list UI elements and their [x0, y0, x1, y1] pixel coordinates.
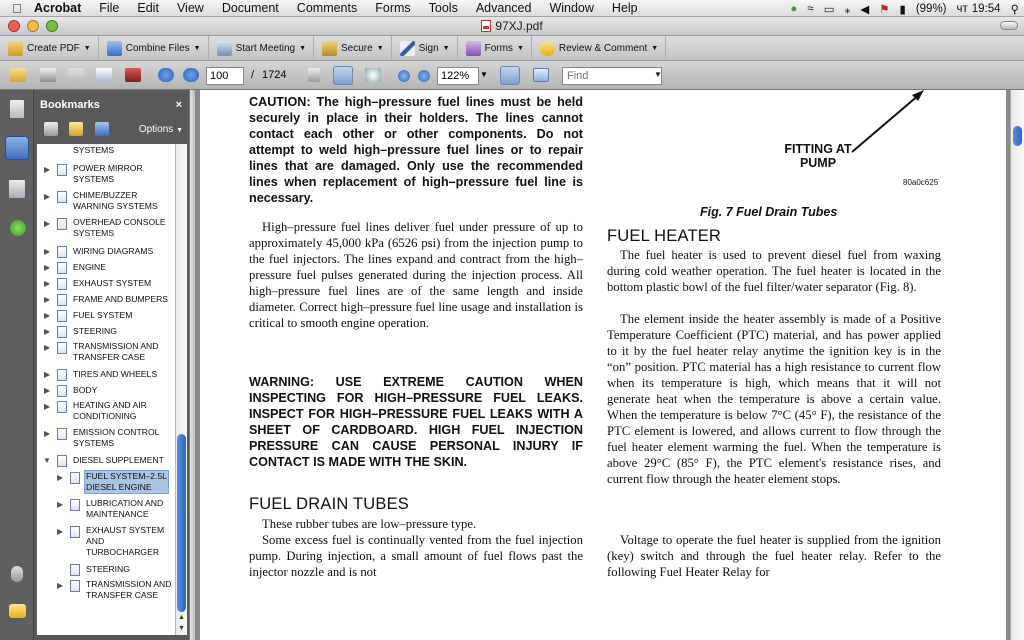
menu-window[interactable]: Window — [549, 0, 594, 15]
scroll-up-arrow-icon[interactable]: ▲ — [178, 614, 185, 621]
menu-view[interactable]: View — [176, 0, 204, 15]
section-heading: FUEL HEATER — [607, 227, 722, 245]
figure-caption: Fig. 7 Fuel Drain Tubes — [700, 205, 838, 219]
bookmark-page-icon — [57, 310, 67, 322]
section-heading: FUEL DRAIN TUBES — [249, 495, 409, 513]
hand-tool-button[interactable] — [333, 66, 353, 85]
window-title — [0, 19, 1024, 33]
bookmark-label: FUEL SYSTEM–2.5L DIESEL ENGINE — [86, 471, 167, 492]
menu-document[interactable]: Document — [221, 0, 279, 15]
body-paragraph: The element inside the heater assembly is made of a Positive Temperature Coefficient (PTC) material, and has power applied to it by the fuel heater relay anytime the ignition key is in the “on” position. PTC material has a high resistance to current flow when its temperature is high, which means that it will not generate heat when the temperature is above a certain value. When the temperature is below 7°C (45° F), the resistance of the PTC element is lowered, and allows current to flow through the fuel heater element warming the fuel. When the temperature is above 29°C (85° F), the PTC element's resistance rises, and current flow through the heater element stops. — [607, 312, 941, 486]
figure-callout-label: FITTING AT PUMP — [784, 142, 852, 170]
combine-files-button[interactable] — [99, 36, 209, 61]
fit-page-icon[interactable] — [533, 68, 549, 82]
expand-triangle-icon[interactable]: ▶ — [44, 279, 51, 288]
figure-leader-arrow — [840, 90, 930, 156]
forms-label: Forms — [484, 42, 513, 54]
page-total: 1724 — [262, 69, 287, 81]
options-label: Options — [138, 124, 174, 135]
body-paragraph: These rubber tubes are low–pressure type. — [262, 517, 477, 531]
bookmark-label: DIESEL SUPPLEMENT — [73, 455, 164, 465]
comments-panel-icon[interactable] — [9, 604, 26, 618]
bookmarks-scrollbar-thumb[interactable] — [177, 434, 186, 612]
chevron-down-icon: ▼ — [442, 44, 450, 52]
bookmark-label: WIRING DIAGRAMS — [73, 246, 154, 256]
page-separator: / — [251, 69, 255, 81]
bookmark-page-icon — [57, 262, 67, 274]
combine-files-icon — [107, 41, 122, 56]
start-meeting-label: Start Meeting — [235, 42, 296, 54]
bookmarks-list — [37, 144, 175, 635]
expand-triangle-icon[interactable]: ▶ — [44, 165, 51, 174]
signatures-panel-icon[interactable] — [9, 180, 25, 198]
zoom-out-icon[interactable] — [398, 70, 410, 82]
window-title-bar — [0, 17, 1024, 36]
chevron-down-icon: ▼ — [176, 127, 183, 134]
expand-triangle-icon[interactable]: ▶ — [44, 429, 51, 438]
zoom-dropdown-chevron-icon[interactable]: ▼ — [480, 70, 488, 79]
review-comment-label: Review & Comment — [558, 42, 648, 54]
sign-button[interactable] — [392, 36, 458, 61]
zoom-level-input[interactable] — [437, 67, 479, 85]
bookmarks-options-menu[interactable] — [139, 124, 183, 135]
expand-triangle-icon[interactable]: ▶ — [44, 263, 51, 272]
menu-file[interactable]: File — [99, 0, 120, 15]
bookmark-page-icon — [57, 342, 67, 354]
document-view — [196, 90, 1010, 640]
expand-triangle-icon[interactable]: ▶ — [44, 219, 51, 228]
combine-files-label: Combine Files — [125, 42, 190, 54]
bookmark-page-icon — [57, 455, 67, 467]
bookmark-label: SYSTEMS — [73, 145, 115, 155]
pages-panel-icon[interactable] — [10, 100, 24, 118]
navigation-toolbar — [0, 61, 1024, 90]
meeting-icon — [217, 41, 232, 56]
bookmark-page-icon — [70, 580, 80, 592]
bookmarks-scrollbar[interactable] — [175, 144, 187, 635]
chevron-down-icon: ▼ — [299, 44, 307, 52]
document-scrollbar[interactable] — [1010, 90, 1024, 640]
bookmark-label: FUEL SYSTEM — [73, 310, 133, 320]
bluetooth-icon[interactable]: ⁎ — [844, 3, 851, 16]
menu-comments[interactable]: Comments — [296, 0, 358, 15]
wifi-icon[interactable]: ≈ — [807, 2, 814, 15]
help-icon[interactable] — [10, 220, 26, 236]
evernote-icon[interactable]: ● — [790, 2, 798, 15]
body-paragraph: High–pressure fuel lines deliver fuel under pressure of up to approximately 45,000 kPa (6526 psi) from the injection pump to the fuel injectors. The lines expand and contract from the high–pressure fuel pulses generated during the injection process. All high–pressure fuel lines are of the same length and inside diameter. Correct high–pressure fuel line usage and installation is critical to smooth engine operation. — [249, 220, 583, 330]
review-comment-button[interactable] — [532, 36, 666, 61]
expand-bookmark-icon[interactable] — [95, 122, 109, 136]
find-dropdown-chevron-icon[interactable]: ▼ — [654, 70, 662, 79]
bookmark-label: STEERING — [73, 326, 117, 336]
bookmark-page-icon — [57, 294, 67, 306]
create-pdf-button[interactable] — [0, 36, 99, 61]
expand-triangle-icon[interactable]: ▶ — [44, 295, 51, 304]
bookmark-label: LUBRICATION AND MAINTENANCE — [86, 498, 164, 519]
bookmark-page-icon — [70, 499, 80, 511]
bookmark-page-icon — [57, 246, 67, 258]
bookmark-label: BODY — [73, 385, 98, 395]
navigation-rail — [0, 90, 34, 640]
menu-advanced[interactable]: Advanced — [475, 0, 532, 15]
body-paragraph: Voltage to operate the fuel heater is supplied from the ignition (key) switch and through the fuel heater relay. Refer to the following Fuel Heater Relay for — [607, 533, 941, 579]
create-pdf-label: Create PDF — [27, 42, 80, 54]
menu-bar — [0, 0, 1024, 17]
previous-page-icon[interactable] — [158, 68, 174, 82]
bookmark-label: EMISSION CONTROL SYSTEMS — [73, 427, 160, 448]
bookmark-label: EXHAUST SYSTEM — [73, 278, 152, 288]
pdf-page — [200, 90, 1006, 640]
display-icon[interactable]: ▭ — [823, 3, 835, 16]
bookmark-page-icon — [57, 428, 67, 440]
bookmark-label: CHIME/BUZZER WARNING SYSTEMS — [73, 190, 158, 211]
chevron-down-icon: ▼ — [83, 44, 91, 52]
expand-triangle-icon[interactable]: ▶ — [57, 473, 64, 482]
body-paragraph: The fuel heater is used to prevent diesel fuel from waxing during cold weather operation. The fuel heater is located in the bottom plastic bowl of the fuel filter/water separator (Fig. 8). — [607, 248, 941, 294]
menu-tools[interactable]: Tools — [428, 0, 458, 15]
bookmark-page-icon — [70, 526, 80, 538]
bookmark-label: POWER MIRROR SYSTEMS — [73, 163, 143, 184]
clock-time[interactable]: 19:54 — [971, 2, 1001, 15]
expand-triangle-icon[interactable]: ▶ — [44, 247, 51, 256]
page-number-input[interactable] — [206, 67, 244, 85]
bookmark-label: TIRES AND WHEELS — [73, 369, 158, 379]
bookmark-label: ENGINE — [73, 262, 106, 272]
volume-icon[interactable]: ◀ — [860, 3, 870, 16]
menu-edit[interactable]: Edit — [137, 0, 159, 15]
pen-icon — [400, 41, 415, 56]
scroll-down-arrow-icon[interactable]: ▼ — [178, 625, 185, 632]
figure-id: 80a0c625 — [903, 178, 939, 187]
email-icon[interactable] — [96, 68, 112, 82]
bookmarks-panel-button[interactable] — [5, 136, 29, 160]
collapse-triangle-icon[interactable]: ▼ — [43, 456, 51, 465]
save-icon[interactable] — [68, 68, 84, 82]
bookmark-label: OVERHEAD CONSOLE SYSTEMS — [73, 217, 166, 238]
attachments-icon[interactable] — [11, 566, 23, 582]
battery-percent: (99%) — [915, 2, 947, 15]
bookmark-page-icon — [57, 401, 67, 413]
new-bookmark-icon[interactable] — [69, 122, 83, 136]
comment-bubble-icon — [540, 41, 555, 56]
create-pdf-icon — [8, 41, 23, 56]
bookmark-label: TRANSMISSION AND TRANSFER CASE — [73, 341, 159, 362]
bookmark-label: HEATING AND AIR CONDITIONING — [73, 400, 147, 421]
clock-day: чт — [956, 2, 968, 15]
open-folder-icon[interactable] — [10, 68, 26, 82]
flag-icon[interactable]: ⚑ — [879, 3, 890, 16]
lock-icon — [322, 41, 337, 56]
expand-triangle-icon[interactable]: ▶ — [57, 500, 64, 509]
expand-triangle-icon[interactable]: ▶ — [57, 581, 64, 590]
spotlight-icon[interactable]: ⚲ — [1010, 3, 1019, 16]
next-page-icon[interactable] — [183, 68, 199, 82]
chevron-down-icon: ▼ — [376, 44, 384, 52]
sign-label: Sign — [418, 42, 439, 54]
bookmark-page-icon — [57, 369, 67, 381]
warning-paragraph: WARNING: USE EXTREME CAUTION WHEN INSPECTING FOR HIGH–PRESSURE FUEL LEAKS. INSPECT FOR HIGH–PRESSURE FUEL LEAKS WITH A SHEET OF CARDBOARD. HIGH FUEL INJECTION PRESSURE CAN CAUSE PERSONAL INJURY IF CONTACT IS MADE WITH THE SKIN. — [249, 375, 583, 469]
start-meeting-button[interactable] — [209, 36, 314, 61]
close-panel-button[interactable]: × — [175, 99, 182, 111]
apple-menu-icon[interactable] — [0, 1, 34, 16]
window-title-text: 97XJ.pdf — [495, 19, 543, 33]
forms-icon — [466, 41, 481, 56]
expand-triangle-icon[interactable]: ▶ — [44, 192, 51, 201]
chevron-down-icon: ▼ — [651, 44, 659, 52]
bookmark-page-icon — [57, 218, 67, 230]
bookmark-label: EXHAUST SYSTEM AND TURBOCHARGER — [86, 525, 165, 557]
zoom-in-icon[interactable] — [418, 70, 430, 82]
pdf-file-icon — [481, 20, 491, 32]
bookmark-page-icon — [57, 164, 67, 176]
bookmark-page-icon — [57, 278, 67, 290]
marquee-zoom-icon[interactable] — [365, 68, 381, 82]
expand-triangle-icon[interactable]: ▶ — [57, 527, 64, 536]
document-scrollbar-thumb[interactable] — [1013, 126, 1022, 146]
menu-help[interactable]: Help — [611, 0, 638, 15]
bookmark-label: STEERING — [86, 564, 130, 574]
bookmarks-title: Bookmarks — [40, 99, 100, 111]
expand-triangle-icon[interactable]: ▶ — [44, 311, 51, 320]
task-toolbar — [0, 36, 1024, 61]
bookmark-page-icon — [57, 326, 67, 338]
bookmark-page-icon — [70, 472, 80, 484]
menu-forms[interactable]: Forms — [375, 0, 411, 15]
bookmark-page-icon — [57, 191, 67, 203]
expand-triangle-icon[interactable]: ▶ — [44, 386, 51, 395]
chevron-down-icon: ▼ — [193, 44, 201, 52]
expand-triangle-icon[interactable]: ▶ — [44, 370, 51, 379]
toolbar-toggle-button[interactable] — [1000, 21, 1018, 30]
battery-icon[interactable]: ▮ — [899, 3, 906, 16]
bookmark-page-icon — [70, 564, 80, 576]
chevron-down-icon: ▼ — [516, 44, 524, 52]
print-icon[interactable] — [40, 68, 56, 82]
menu-acrobat[interactable]: Acrobat — [34, 0, 82, 15]
caution-paragraph: CAUTION: The high–pressure fuel lines must be held securely in place in their holders. The lines cannot contact each other or other components. Do not attempt to weld high–pressure fuel lines or to repair lines that are damaged. Only use the recommended lines when replacement of high–pressure fuel line is necessary. — [249, 95, 583, 205]
secure-label: Secure — [341, 42, 373, 54]
scrolling-mode-button[interactable] — [500, 66, 520, 85]
secure-button[interactable] — [314, 36, 392, 61]
bookmarks-panel — [34, 90, 189, 640]
expand-triangle-icon[interactable]: ▶ — [44, 327, 51, 336]
find-input[interactable] — [562, 67, 662, 85]
upload-icon[interactable] — [125, 68, 141, 82]
expand-triangle-icon[interactable]: ▶ — [44, 402, 51, 411]
forms-button[interactable] — [458, 36, 532, 61]
bookmarks-toolbar — [34, 116, 189, 142]
bookmark-label: TRANSMISSION AND TRANSFER CASE — [86, 579, 172, 600]
expand-triangle-icon[interactable]: ▶ — [44, 343, 51, 352]
bookmark-page-icon — [57, 385, 67, 397]
select-text-icon[interactable] — [308, 68, 320, 82]
body-paragraph: Some excess fuel is continually vented from the fuel injection pump. During injection, a small amount of fuel flows past the injector nozzle and is not — [249, 533, 583, 579]
panel-splitter[interactable] — [189, 90, 196, 640]
bookmark-label: FRAME AND BUMPERS — [73, 294, 169, 304]
trash-icon[interactable] — [44, 122, 58, 136]
